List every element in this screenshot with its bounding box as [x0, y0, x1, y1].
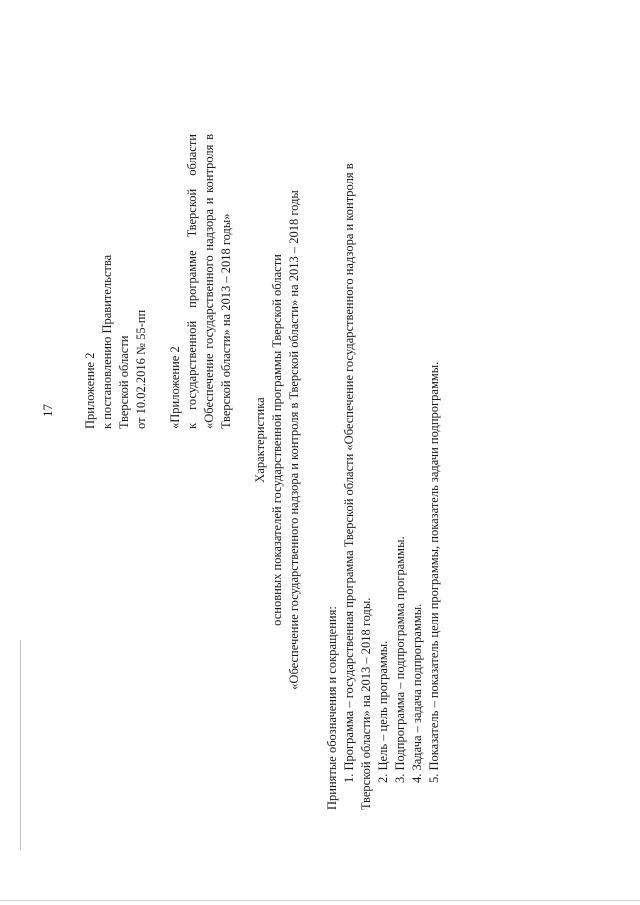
abbreviation-item: 2. Цель – цель программы. — [376, 640, 390, 783]
abbreviation-item: 3. Подпрограмма – подпрограмма программы. — [393, 536, 407, 783]
abbreviation-item: 4. Задача – задача подпрограммы. — [410, 603, 424, 783]
abbreviation-item: 5. Показатель – показатель цели программы, показатель задачи подпрограммы. — [427, 361, 441, 783]
program-appendix-line: «Обеспечение государственного надзора и контроля в — [202, 134, 216, 429]
page-number: 17 — [40, 404, 55, 417]
abbreviation-item-continued: Тверской области» на 2013 – 2018 годы. — [359, 597, 373, 810]
document-subtitle: основных показателей государственной программы Тверской области — [270, 254, 284, 626]
appendix-line: Приложение 2 — [83, 352, 97, 429]
program-appendix-line: к государственной программе Тверской области — [185, 134, 199, 429]
program-appendix-line: Тверской области» на 2013 – 2018 годы» — [219, 213, 233, 429]
program-appendix-line: «Приложение 2 — [168, 346, 182, 429]
abbreviations-heading: Принятые обозначения и сокращения: — [325, 606, 339, 810]
abbreviation-item: 1. Программа – государственная программа Тверской области «Обеспечение государственного надзора и контроля в — [342, 163, 356, 783]
appendix-line: от 10.02.2016 № 55-пп — [134, 309, 148, 429]
appendix-line: Тверской области — [117, 335, 131, 429]
appendix-line: к постановлению Правительства — [100, 254, 114, 429]
document-title: Характеристика — [253, 397, 267, 483]
document-subtitle: «Обеспечение государственного надзора и контроля в Тверской области» на 2013 – 2018 годы — [287, 190, 301, 690]
